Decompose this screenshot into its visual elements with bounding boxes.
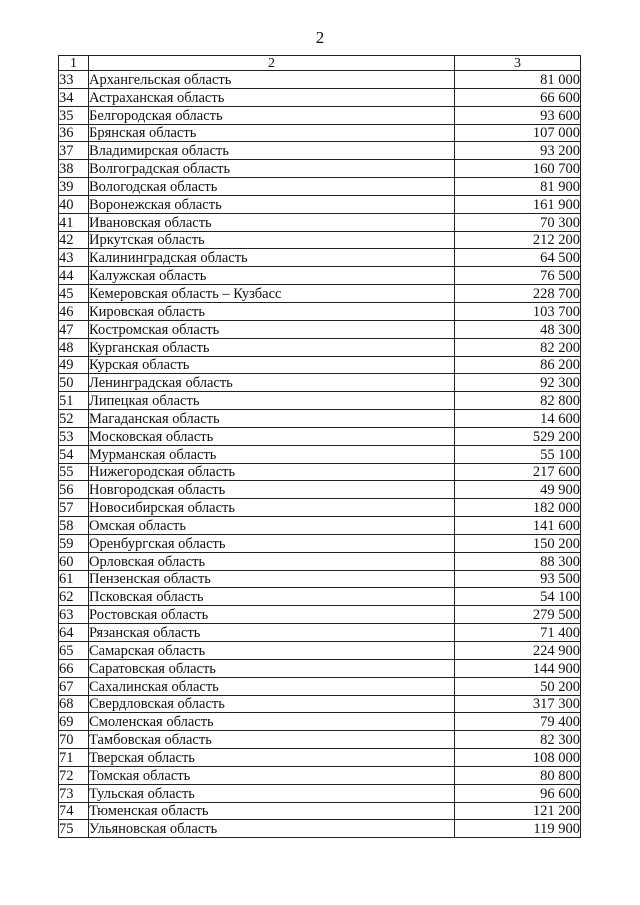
region-name-cell: Саратовская область (89, 659, 455, 677)
row-number-cell: 43 (59, 249, 89, 267)
table-row (59, 142, 581, 160)
region-name-cell: Магаданская область (89, 410, 455, 428)
value-cell: 88 300 (455, 552, 581, 570)
value-cell: 160 700 (455, 160, 581, 178)
row-number-cell: 47 (59, 320, 89, 338)
value-cell: 150 200 (455, 534, 581, 552)
row-number-cell: 53 (59, 427, 89, 445)
value-cell: 66 600 (455, 88, 581, 106)
region-name-cell: Тамбовская область (89, 731, 455, 749)
row-number-cell: 37 (59, 142, 89, 160)
value-cell: 81 000 (455, 71, 581, 89)
table-row (59, 249, 581, 267)
table-row (59, 213, 581, 231)
region-name-cell: Архангельская область (89, 71, 455, 89)
table-row (59, 677, 581, 695)
region-name-cell: Псковская область (89, 588, 455, 606)
table-row (59, 374, 581, 392)
column-header-number: 1 (59, 56, 89, 71)
region-name-cell: Рязанская область (89, 624, 455, 642)
region-name-cell: Новосибирская область (89, 499, 455, 517)
value-cell: 82 800 (455, 392, 581, 410)
region-name-cell: Брянская область (89, 124, 455, 142)
value-cell: 81 900 (455, 178, 581, 196)
value-cell: 103 700 (455, 302, 581, 320)
value-cell: 317 300 (455, 695, 581, 713)
row-number-cell: 39 (59, 178, 89, 196)
table-row (59, 356, 581, 374)
row-number-cell: 62 (59, 588, 89, 606)
value-cell: 121 200 (455, 802, 581, 820)
region-name-cell: Смоленская область (89, 713, 455, 731)
table-row (59, 820, 581, 838)
value-cell: 224 900 (455, 642, 581, 660)
table-row (59, 124, 581, 142)
region-name-cell: Астраханская область (89, 88, 455, 106)
value-cell: 107 000 (455, 124, 581, 142)
row-number-cell: 50 (59, 374, 89, 392)
table-header-row (59, 56, 581, 71)
row-number-cell: 74 (59, 802, 89, 820)
table-row (59, 427, 581, 445)
region-name-cell: Калужская область (89, 267, 455, 285)
region-name-cell: Свердловская область (89, 695, 455, 713)
region-name-cell: Костромская область (89, 320, 455, 338)
table-row (59, 517, 581, 535)
table-row (59, 749, 581, 767)
region-name-cell: Кировская область (89, 302, 455, 320)
page-number: 2 (315, 28, 325, 47)
table-body (59, 71, 581, 838)
value-cell: 144 900 (455, 659, 581, 677)
value-cell: 49 900 (455, 481, 581, 499)
region-name-cell: Тульская область (89, 784, 455, 802)
region-name-cell: Липецкая область (89, 392, 455, 410)
row-number-cell: 40 (59, 195, 89, 213)
region-name-cell: Волгоградская область (89, 160, 455, 178)
value-cell: 82 200 (455, 338, 581, 356)
value-cell: 108 000 (455, 749, 581, 767)
row-number-cell: 75 (59, 820, 89, 838)
table-row (59, 766, 581, 784)
table-row (59, 695, 581, 713)
value-cell: 93 500 (455, 570, 581, 588)
table-row (59, 267, 581, 285)
value-cell: 55 100 (455, 445, 581, 463)
table-row (59, 570, 581, 588)
row-number-cell: 56 (59, 481, 89, 499)
value-cell: 217 600 (455, 463, 581, 481)
table-row (59, 802, 581, 820)
value-cell: 141 600 (455, 517, 581, 535)
region-name-cell: Кемеровская область – Кузбасс (89, 285, 455, 303)
region-name-cell: Тюменская область (89, 802, 455, 820)
value-cell: 96 600 (455, 784, 581, 802)
row-number-cell: 73 (59, 784, 89, 802)
row-number-cell: 35 (59, 106, 89, 124)
row-number-cell: 59 (59, 534, 89, 552)
region-name-cell: Ленинградская область (89, 374, 455, 392)
row-number-cell: 45 (59, 285, 89, 303)
table-row (59, 606, 581, 624)
table-row (59, 195, 581, 213)
column-header-value: 3 (455, 56, 581, 71)
row-number-cell: 65 (59, 642, 89, 660)
table-row (59, 552, 581, 570)
value-cell: 161 900 (455, 195, 581, 213)
table-row (59, 71, 581, 89)
region-name-cell: Воронежская область (89, 195, 455, 213)
value-cell: 64 500 (455, 249, 581, 267)
table-row (59, 106, 581, 124)
region-name-cell: Нижегородская область (89, 463, 455, 481)
value-cell: 529 200 (455, 427, 581, 445)
table-row (59, 534, 581, 552)
region-name-cell: Сахалинская область (89, 677, 455, 695)
row-number-cell: 49 (59, 356, 89, 374)
table-row (59, 499, 581, 517)
value-cell: 119 900 (455, 820, 581, 838)
region-name-cell: Пензенская область (89, 570, 455, 588)
row-number-cell: 70 (59, 731, 89, 749)
regions-table (58, 55, 581, 838)
value-cell: 80 800 (455, 766, 581, 784)
table-row (59, 784, 581, 802)
value-cell: 14 600 (455, 410, 581, 428)
row-number-cell: 60 (59, 552, 89, 570)
row-number-cell: 36 (59, 124, 89, 142)
region-name-cell: Курская область (89, 356, 455, 374)
row-number-cell: 44 (59, 267, 89, 285)
table-row (59, 285, 581, 303)
region-name-cell: Московская область (89, 427, 455, 445)
region-name-cell: Оренбургская область (89, 534, 455, 552)
table-row (59, 731, 581, 749)
row-number-cell: 58 (59, 517, 89, 535)
table-row (59, 392, 581, 410)
column-header-region: 2 (89, 56, 455, 71)
value-cell: 54 100 (455, 588, 581, 606)
row-number-cell: 48 (59, 338, 89, 356)
row-number-cell: 57 (59, 499, 89, 517)
region-name-cell: Томская область (89, 766, 455, 784)
table-row (59, 445, 581, 463)
row-number-cell: 46 (59, 302, 89, 320)
value-cell: 50 200 (455, 677, 581, 695)
row-number-cell: 68 (59, 695, 89, 713)
region-name-cell: Ростовская область (89, 606, 455, 624)
row-number-cell: 69 (59, 713, 89, 731)
region-name-cell: Новгородская область (89, 481, 455, 499)
value-cell: 70 300 (455, 213, 581, 231)
row-number-cell: 67 (59, 677, 89, 695)
region-name-cell: Ивановская область (89, 213, 455, 231)
value-cell: 93 200 (455, 142, 581, 160)
table-row (59, 642, 581, 660)
row-number-cell: 66 (59, 659, 89, 677)
region-name-cell: Орловская область (89, 552, 455, 570)
row-number-cell: 34 (59, 88, 89, 106)
table-row (59, 410, 581, 428)
row-number-cell: 51 (59, 392, 89, 410)
row-number-cell: 64 (59, 624, 89, 642)
row-number-cell: 33 (59, 71, 89, 89)
row-number-cell: 71 (59, 749, 89, 767)
value-cell: 76 500 (455, 267, 581, 285)
table-row (59, 481, 581, 499)
value-cell: 82 300 (455, 731, 581, 749)
region-name-cell: Мурманская область (89, 445, 455, 463)
row-number-cell: 42 (59, 231, 89, 249)
region-name-cell: Омская область (89, 517, 455, 535)
value-cell: 48 300 (455, 320, 581, 338)
row-number-cell: 61 (59, 570, 89, 588)
table-row (59, 178, 581, 196)
row-number-cell: 54 (59, 445, 89, 463)
table-row (59, 88, 581, 106)
row-number-cell: 38 (59, 160, 89, 178)
region-name-cell: Тверская область (89, 749, 455, 767)
table-row (59, 588, 581, 606)
region-name-cell: Ульяновская область (89, 820, 455, 838)
row-number-cell: 72 (59, 766, 89, 784)
table-row (59, 231, 581, 249)
value-cell: 182 000 (455, 499, 581, 517)
value-cell: 279 500 (455, 606, 581, 624)
value-cell: 212 200 (455, 231, 581, 249)
table-row (59, 463, 581, 481)
row-number-cell: 55 (59, 463, 89, 481)
region-name-cell: Белгородская область (89, 106, 455, 124)
table-row (59, 659, 581, 677)
row-number-cell: 52 (59, 410, 89, 428)
table-row (59, 624, 581, 642)
table-row (59, 713, 581, 731)
region-name-cell: Курганская область (89, 338, 455, 356)
row-number-cell: 41 (59, 213, 89, 231)
value-cell: 92 300 (455, 374, 581, 392)
region-name-cell: Калининградская область (89, 249, 455, 267)
value-cell: 79 400 (455, 713, 581, 731)
table-row (59, 320, 581, 338)
table-row (59, 160, 581, 178)
value-cell: 71 400 (455, 624, 581, 642)
region-name-cell: Иркутская область (89, 231, 455, 249)
value-cell: 86 200 (455, 356, 581, 374)
value-cell: 228 700 (455, 285, 581, 303)
region-name-cell: Самарская область (89, 642, 455, 660)
region-name-cell: Вологодская область (89, 178, 455, 196)
value-cell: 93 600 (455, 106, 581, 124)
row-number-cell: 63 (59, 606, 89, 624)
table-row (59, 302, 581, 320)
table-row (59, 338, 581, 356)
region-name-cell: Владимирская область (89, 142, 455, 160)
